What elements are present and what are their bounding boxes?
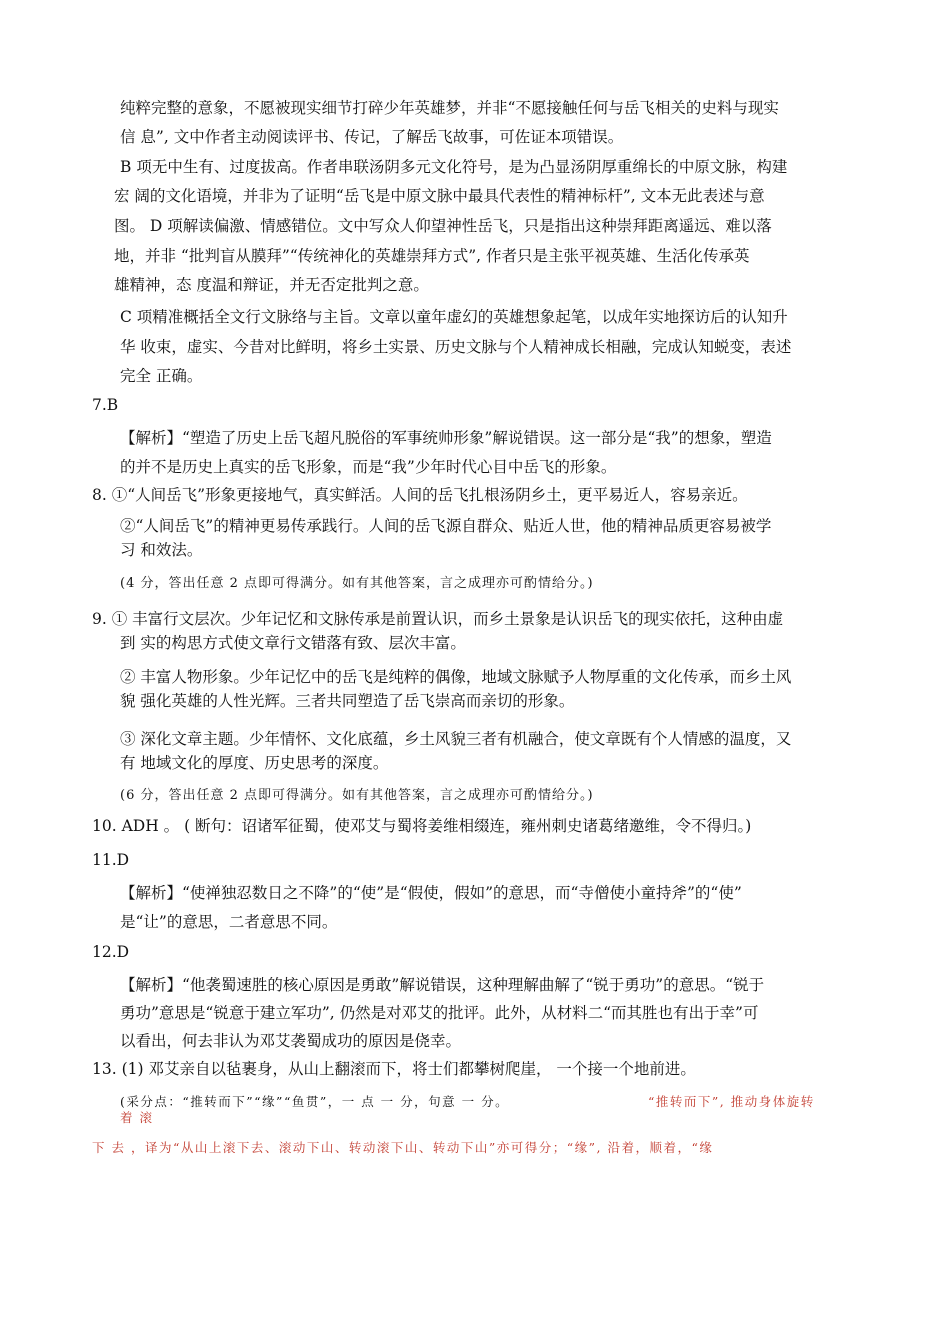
highlighted-note: “推转而下”, 推动身体旋转: [648, 1094, 815, 1109]
answer-number: 7.B: [92, 396, 119, 414]
text-line: 宏 阔的文化语境，并非为了证明“岳飞是中原文脉中最具代表性的精神标杆”, 文本无此表述与意: [114, 187, 765, 205]
answer-number: 12.D: [92, 943, 130, 961]
text-line: ② 丰富人物形象。少年记忆中的岳飞是纯粹的偶像，地域文脉赋予人物厚重的文化传承，而乡土风: [120, 668, 792, 686]
text-line: B 项无中生有、过度拔高。作者串联汤阴多元文化符号，是为凸显汤阴厚重绵长的中原文脉，构建: [120, 158, 788, 176]
highlighted-note: 下 去 ，译为“从山上滚下去、滚动下山、转动滚下山、转动下山”亦可得分；“缘”, 沿着，顺着，“缘: [92, 1140, 714, 1155]
text-line: C 项精准概括全文行文脉络与主旨。文章以童年虚幻的英雄想象起笔，以成年实地探访后的认知升: [120, 308, 788, 326]
scoring-note: (采分点：“推转而下”“缘”“鱼贯”，一 点 一 分，句意 一 分。: [120, 1094, 510, 1109]
text-line: 有 地域文化的厚度、历史思考的深度。: [120, 754, 389, 772]
text-line: 雄精神，态 度温和辩证，并无否定批判之意。: [114, 276, 429, 294]
text-line: 9. ① 丰富行文层次。少年记忆和文脉传承是前置认识，而乡土景象是认识岳飞的现实依托，这种由虚: [92, 610, 784, 628]
text-line: 是“让”的意思，二者意思不同。: [120, 913, 338, 931]
text-line: 的并不是历史上真实的岳飞形象，而是“我”少年时代心目中岳飞的形象。: [120, 458, 617, 476]
text-line: 勇功”意思是“锐意于建立军功”, 仍然是对邓艾的批评。此外，从材料二“而其胜也有出于幸”可: [120, 1004, 759, 1022]
text-line: 完全 正确。: [120, 367, 203, 385]
text-line: 【解析】“他袭蜀速胜的核心原因是勇敢”解说错误，这种理解曲解了“锐于勇功”的意思。“锐于: [120, 976, 765, 994]
text-line: 纯粹完整的意象，不愿被现实细节打碎少年英雄梦，并非“不愿接触任何与岳飞相关的史料与现实: [120, 99, 779, 117]
text-line: 到 实的构思方式使文章行文错落有致、层次丰富。: [120, 634, 466, 652]
scoring-note: (4 分，答出任意 2 点即可得满分。如有其他答案，言之成理亦可酌情给分。): [120, 576, 594, 591]
text-line: 华 收束，虚实、今昔对比鲜明，将乡土实景、历史文脉与个人精神成长相融，完成认知蜕变，表述: [120, 338, 792, 356]
answer-number: 11.D: [92, 851, 130, 869]
text-line: 貌 强化英雄的人性光辉。三者共同塑造了岳飞崇高而亲切的形象。: [120, 692, 575, 710]
text-line: 以看出，何去非认为邓艾袭蜀成功的原因是侥幸。: [120, 1032, 462, 1050]
text-line: 10. ADH 。 ( 断句：诏诸军征蜀，使邓艾与蜀将姜维相缀连，雍州刺史诸葛绪邀维，令不得归。): [92, 817, 752, 835]
text-line: 习 和效法。: [120, 541, 203, 559]
text-line: ③ 深化文章主题。少年情怀、文化底蕴，乡土风貌三者有机融合，使文章既有个人情感的温度，又: [120, 730, 792, 748]
text-line: 地，并非 “批判盲从膜拜”“传统神化的英雄崇拜方式”, 作者只是主张平视英雄、生活化传承英: [114, 247, 750, 265]
text-line: 图。 D 项解读偏激、情感错位。文中写众人仰望神性岳飞，只是指出这种崇拜距离遥远、难以落: [114, 217, 772, 235]
text-line: 13. (1) 邓艾亲自以毡裹身，从山上翻滚而下，将士们都攀树爬崖， 一个接一个地前进。: [92, 1060, 696, 1078]
text-line: 【解析】“使禅独忍数日之不降”的“使”是“假使，假如”的意思，而“寺僧使小童持斧”的“使”: [120, 884, 742, 902]
text-line: 【解析】“塑造了历史上岳飞超凡脱俗的军事统帅形象”解说错误。这一部分是“我”的想象，塑造: [120, 429, 772, 447]
scoring-note: (6 分，答出任意 2 点即可得满分。如有其他答案，言之成理亦可酌情给分。): [120, 788, 594, 803]
highlighted-note: 着 滚: [120, 1110, 154, 1125]
text-line: ②“人间岳飞”的精神更易传承践行。人间的岳飞源自群众、贴近人世，他的精神品质更容易被学: [120, 517, 772, 535]
text-line: 8. ①“人间岳飞”形象更接地气，真实鲜活。人间的岳飞扎根汤阴乡土，更平易近人，容易亲近。: [92, 486, 748, 504]
text-line: 信 息”, 文中作者主动阅读评书、传记，了解岳飞故事，可佐证本项错误。: [120, 128, 624, 146]
